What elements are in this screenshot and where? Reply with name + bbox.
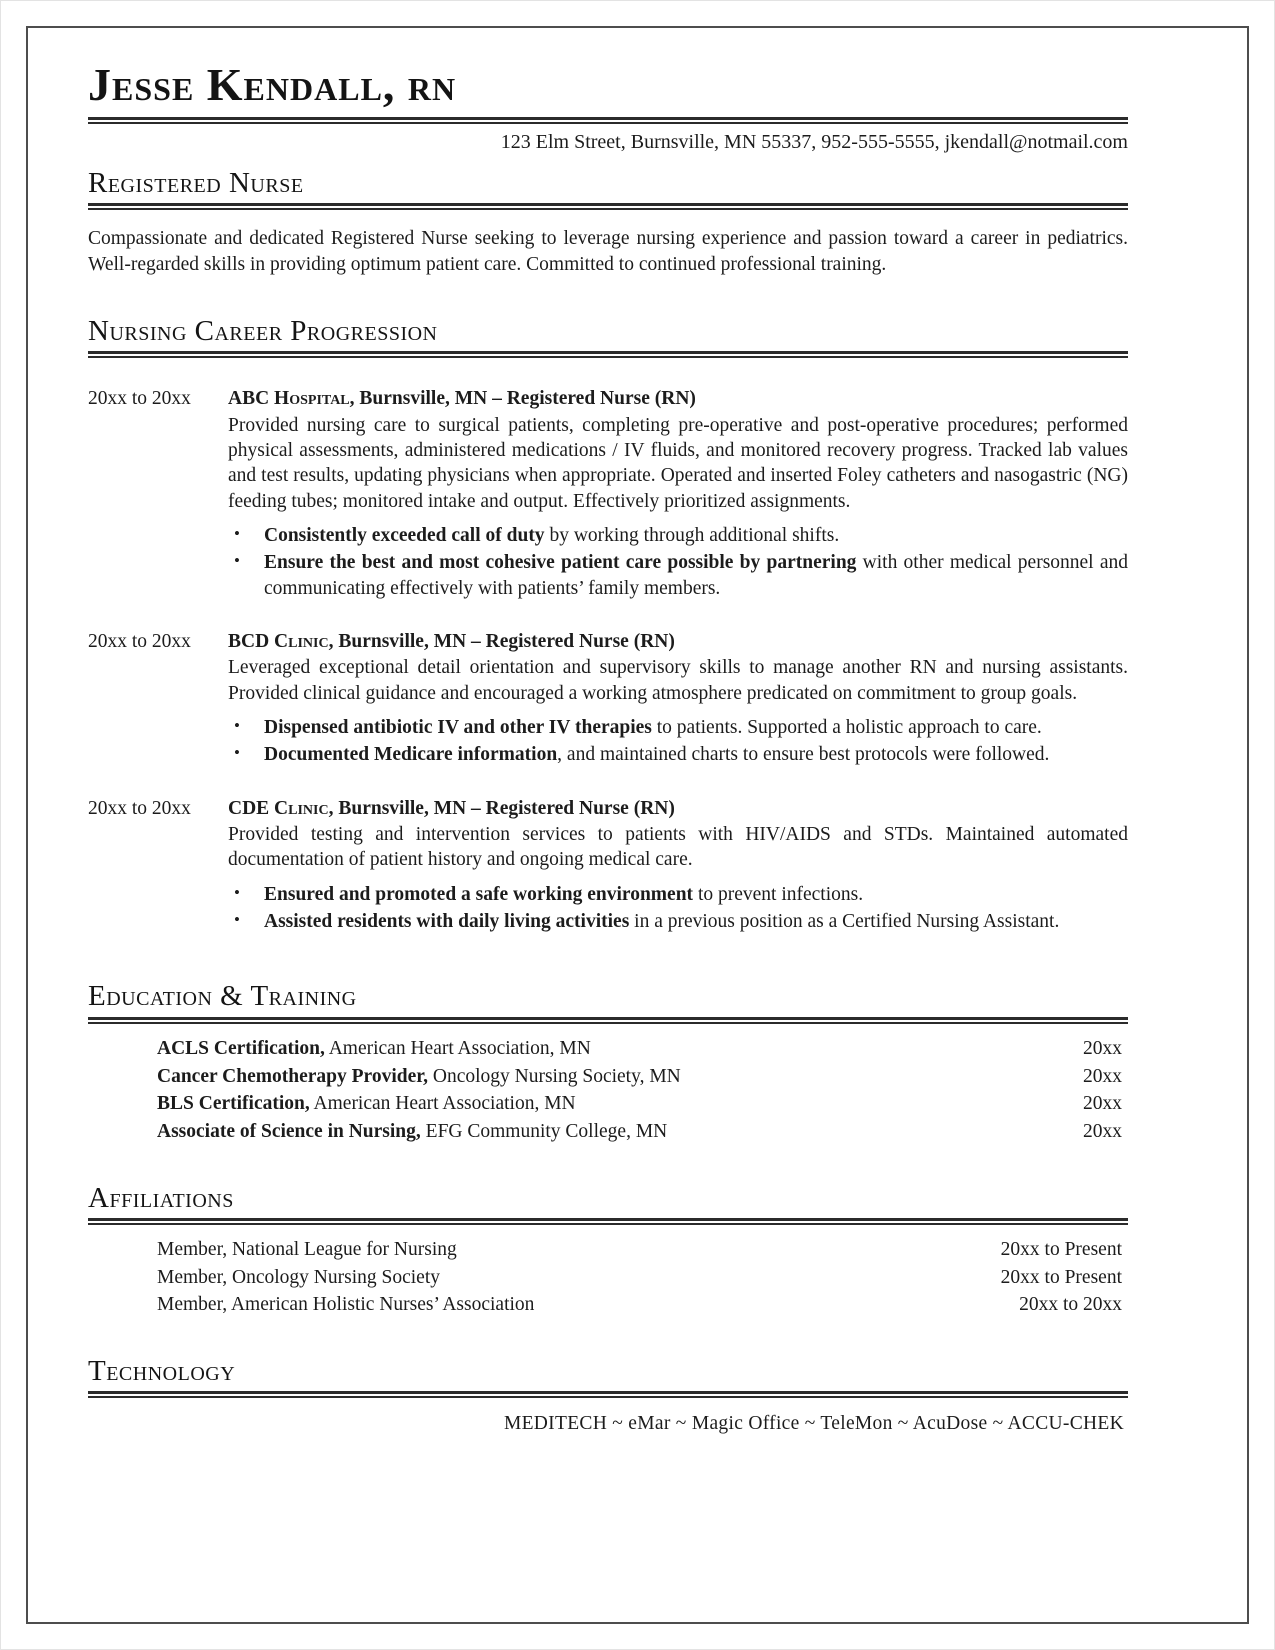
education-text [157,1035,591,1063]
bullet-item [228,550,1128,601]
bullet-text [264,909,1128,934]
bullet-rest: to prevent infections. [693,883,864,905]
name-text: Jesse Kendall [88,59,383,110]
bullet-text [264,742,1128,767]
bullet-lead: Ensured and promoted a safe working environment [264,883,694,905]
education-row [88,1090,1128,1118]
bullet-rest: in a previous position as a Certified Nursing Assistant. [629,911,1060,933]
job-employer: ABC Hospital [228,388,350,410]
bullet-icon: • [234,743,240,763]
section-heading-registered-nurse: Registered Nurse [88,166,304,199]
job-body [228,822,1128,934]
education-year: 20xx [1083,1120,1122,1142]
bullet-rest: by working through additional shifts. [544,525,840,546]
bullet-icon: • [234,524,240,543]
bullet-text [264,550,1128,601]
job-header [88,386,1128,411]
bullet-lead: Assisted residents with daily living activities [264,911,630,933]
rule-objective [88,203,1128,210]
bullet-icon: • [234,910,240,930]
bullet-rest: to patients. Supported a holistic approach to care. [651,717,1042,739]
job-description: Provided testing and intervention services to patients with HIV/AIDS and STDs. Maintained automated documentation of patient history and ongoing medical care. [228,824,1128,871]
job-body [228,413,1128,601]
affiliation-row [88,1291,1128,1319]
job-title-rest: , Burnsville, MN – Registered Nurse (RN) [349,388,696,410]
job-bullets [228,715,1128,768]
bullet-item [228,715,1128,740]
affiliation-dates: 20xx to Present [1000,1238,1122,1260]
job-dates: 20xx to 20xx [88,631,191,653]
affiliation-dates: 20xx to 20xx [1019,1294,1122,1316]
affiliation-dates: 20xx to Present [1000,1266,1122,1288]
education-rest: Oncology Nursing Society, MN [427,1065,681,1087]
job-title [228,386,1128,411]
education-rest: American Heart Association, MN [324,1037,591,1059]
education-year: 20xx [1083,1037,1122,1059]
job-entry-bcd-clinic [88,629,1128,768]
bullet-lead: Documented Medicare information [264,744,558,766]
summary-paragraph: Compassionate and dedicated Registered Nurse seeking to leverage nursing experience and passion toward a career in pediatrics. Well-regarded skills in providing optimum patient care. Committed to continued professional training. [88,228,1128,275]
bullet-text [264,882,1128,907]
bullet-lead: Consistently exceeded call of duty [264,525,545,546]
technology-list: MEDITECH ~ eMar ~ Magic Office ~ TeleMon ~ AcuDose ~ ACCU-CHEK [503,1413,1124,1435]
job-employer: CDE Clinic [228,797,329,819]
education-row [88,1063,1128,1091]
affiliation-row [88,1236,1128,1264]
job-header [88,629,1128,654]
education-row [88,1118,1128,1146]
bullet-icon: • [234,551,240,571]
job-description: Leveraged exceptional detail orientation and supervisory skills to manage another RN and nursing assistants. Provided clinical guidance and encouraged a working atmosphere predicated on commitment to group goals. [228,657,1128,704]
job-title [228,796,1128,821]
affiliation-row [88,1264,1128,1292]
section-heading-technology: Technology [88,1354,236,1387]
name-suffix: , rn [382,59,457,110]
rule-under-name [88,117,1128,124]
job-title-rest: , Burnsville, MN – Registered Nurse (RN) [328,631,675,653]
education-lead: Cancer Chemotherapy Provider, [157,1065,428,1087]
bullet-lead: Ensure the best and most cohesive patient care possible by partnering [264,552,857,574]
bullet-icon: • [234,716,240,736]
job-bullets [228,523,1128,601]
rule-affiliations [88,1218,1128,1225]
education-row [88,1035,1128,1063]
education-text [157,1063,681,1091]
rule-career [88,351,1128,358]
section-heading-affiliations: Affiliations [88,1181,234,1214]
job-dates: 20xx to 20xx [88,797,191,819]
bullet-rest: , and maintained charts to ensure best protocols were followed. [557,744,1050,766]
job-title-rest: , Burnsville, MN – Registered Nurse (RN) [328,797,675,819]
bullet-text [264,715,1128,740]
bullet-item [228,523,1128,548]
education-lead: BLS Certification, [157,1093,310,1115]
section-heading-education: Education & Training [88,980,357,1013]
bullet-text [264,523,1128,548]
job-dates: 20xx to 20xx [88,388,191,410]
bullet-icon: • [234,882,240,902]
rule-education [88,1017,1128,1024]
job-employer: BCD Clinic [228,631,329,653]
job-header [88,796,1128,821]
education-text [157,1118,667,1146]
job-entry-abc-hospital [88,386,1128,601]
job-description: Provided nursing care to surgical patients, completing pre-operative and post-operative procedures; performed physical assessments, administered medications / IV fluids, and monitored recovery progress. Tracked lab values and test results, updating physicians when appropriate. Operated and inserted Foley catheters and nasogastric (NG) feeding tubes; monitored intake and output. Effectively prioritized assignments. [228,414,1128,512]
education-rows [88,1035,1128,1146]
bullet-rest: with other medical personnel and communicating effectively with patients’ family members. [264,552,1128,599]
resume-name [88,59,1128,110]
education-lead: ACLS Certification, [157,1037,325,1059]
job-body [228,655,1128,767]
affiliation-text: Member, American Holistic Nurses’ Association [157,1294,535,1316]
contact-line: 123 Elm Street, Burnsville, MN 55337, 952-555-5555, jkendall@notmail.com [500,130,1128,153]
education-year: 20xx [1083,1093,1122,1115]
bullet-item [228,742,1128,767]
section-heading-career: Nursing Career Progression [88,314,438,347]
bullet-item [228,882,1128,907]
affiliation-rows [88,1236,1128,1319]
education-rest: EFG Community College, MN [420,1120,668,1142]
education-lead: Associate of Science in Nursing, [157,1120,421,1142]
job-title [228,629,1128,654]
education-year: 20xx [1083,1065,1122,1087]
affiliation-text: Member, Oncology Nursing Society [157,1266,441,1288]
bullet-item [228,909,1128,934]
education-rest: American Heart Association, MN [309,1093,576,1115]
education-text [157,1090,576,1118]
job-entry-cde-clinic [88,796,1128,935]
bullet-lead: Dispensed antibiotic IV and other IV therapies [264,717,652,739]
affiliation-text: Member, National League for Nursing [157,1238,457,1260]
job-bullets [228,882,1128,935]
rule-technology [88,1391,1128,1398]
